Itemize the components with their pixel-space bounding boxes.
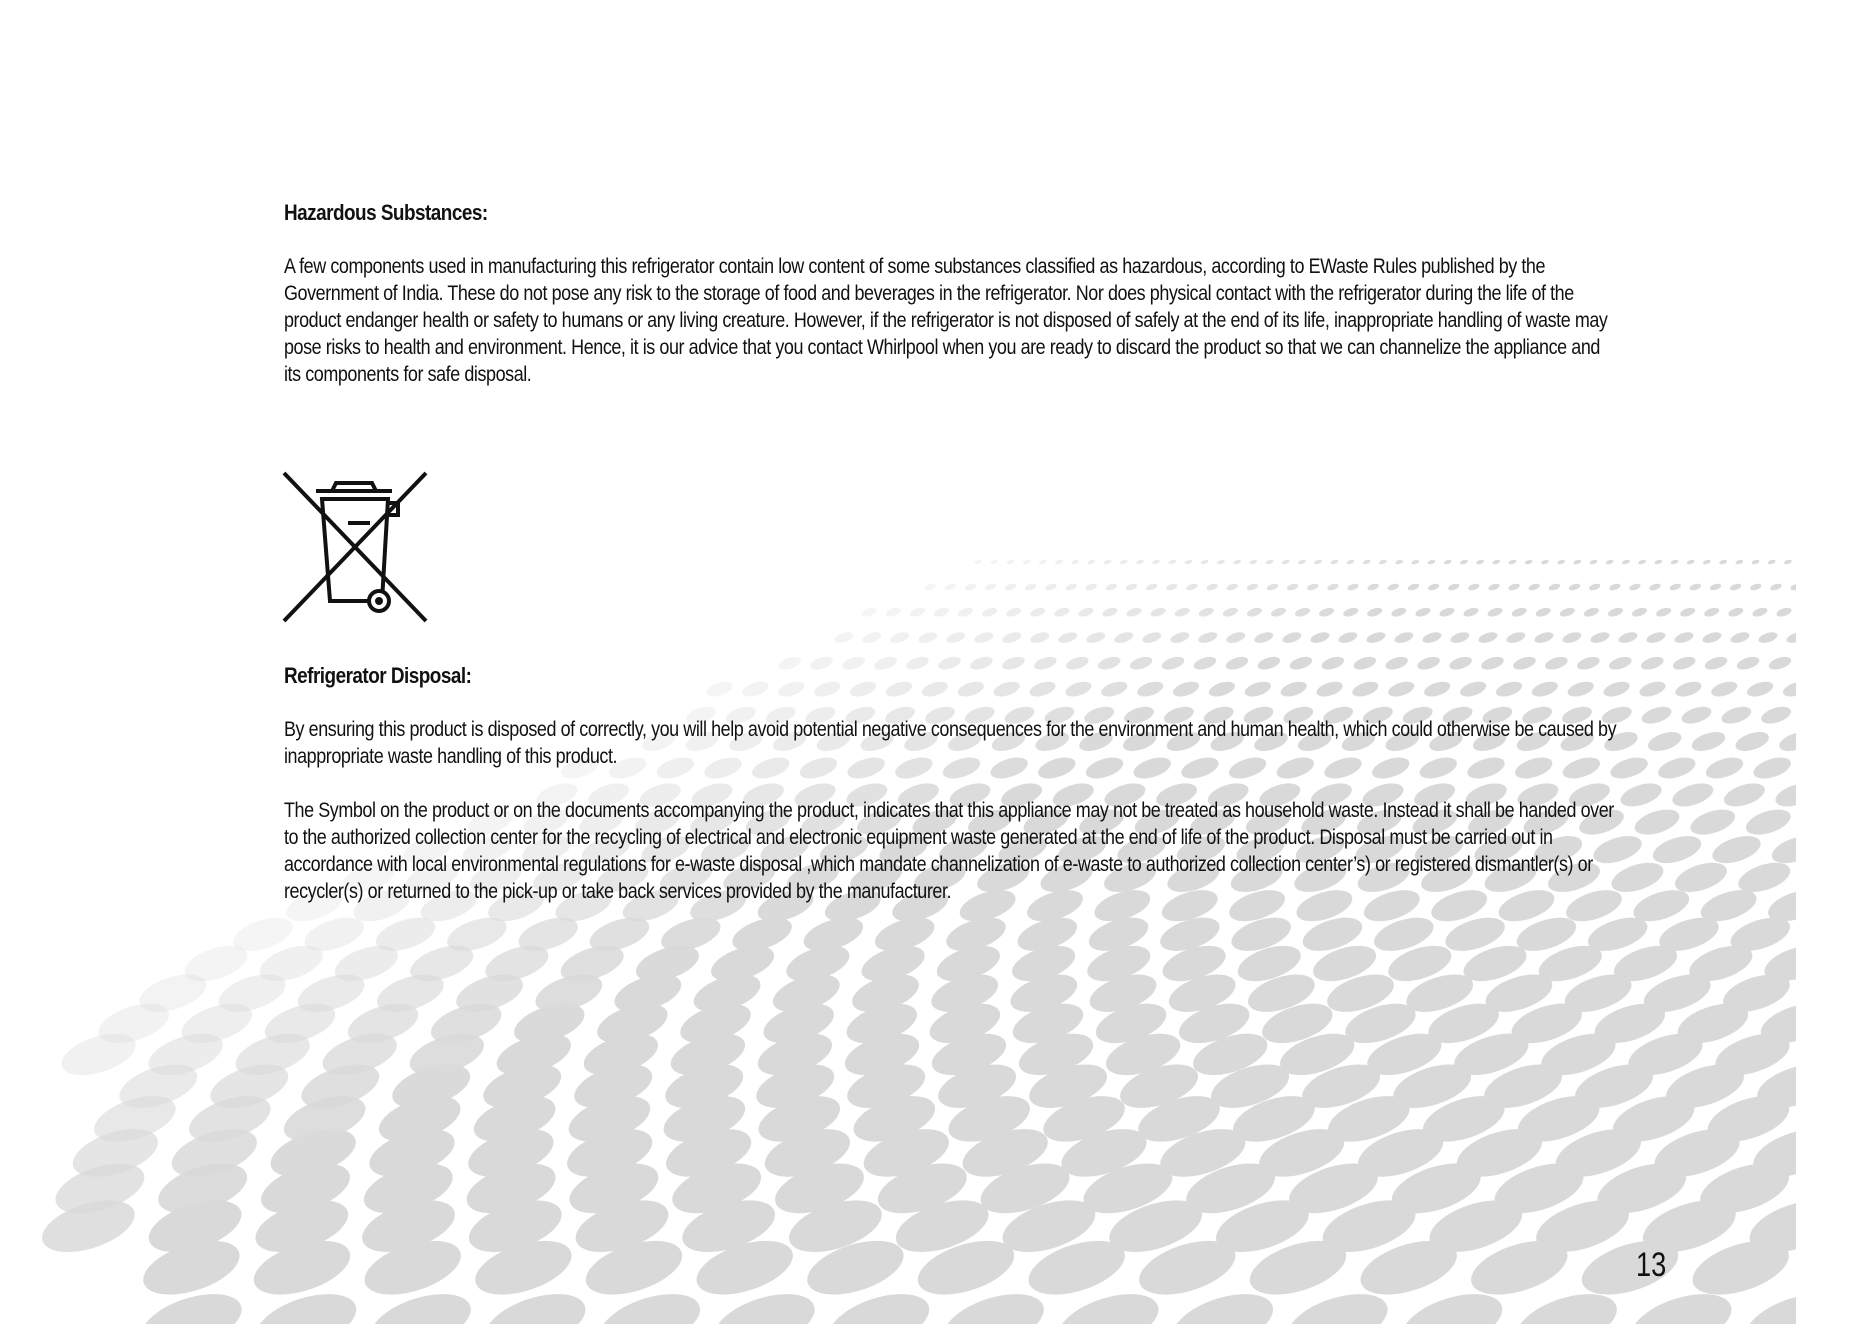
pattern-dot <box>1281 630 1302 645</box>
pattern-dot <box>1246 582 1259 591</box>
pattern-dot <box>933 606 950 618</box>
pattern-dot <box>1743 805 1794 840</box>
pattern-dot <box>1719 703 1753 726</box>
pattern-dot <box>1767 654 1793 672</box>
pattern-dot <box>1004 582 1017 591</box>
pattern-dot <box>1174 606 1191 618</box>
pattern-dot <box>1709 679 1739 700</box>
pattern-dot <box>885 606 902 618</box>
pattern-dot <box>841 654 867 672</box>
pattern-dot <box>937 654 963 672</box>
pattern-dot <box>957 606 974 618</box>
pattern-dot <box>1022 559 1031 565</box>
pattern-dot <box>1315 679 1345 700</box>
pattern-dot <box>1638 679 1668 700</box>
pattern-dot <box>1141 630 1162 645</box>
pattern-dot <box>777 654 803 672</box>
pattern-dot <box>1480 654 1506 672</box>
pattern-dot <box>1583 606 1600 618</box>
pattern-dot <box>1639 654 1665 672</box>
pattern-dot <box>1024 582 1037 591</box>
pattern-dot <box>1588 582 1601 591</box>
pattern-dot <box>1378 559 1387 565</box>
pattern-dot <box>1028 679 1058 700</box>
pattern-dot <box>1605 559 1614 565</box>
pattern-dot <box>1169 630 1190 645</box>
pattern-dot <box>1386 679 1416 700</box>
pattern-dot <box>1200 559 1209 565</box>
pattern-dot <box>1145 582 1158 591</box>
pattern-dot <box>944 582 957 591</box>
pattern-dot <box>1447 582 1460 591</box>
pattern-dot <box>1703 606 1720 618</box>
pattern-dot <box>1492 559 1501 565</box>
pattern-dot <box>1286 582 1299 591</box>
pattern-dot <box>1654 559 1663 565</box>
pattern-dot <box>776 679 806 700</box>
pattern-dot <box>1006 559 1015 565</box>
pattern-dot <box>861 630 882 645</box>
pattern-dot <box>1566 679 1596 700</box>
pattern-dot <box>1561 630 1582 645</box>
pattern-dot <box>1266 582 1279 591</box>
pattern-dot <box>1544 654 1570 672</box>
pattern-dot <box>1085 630 1106 645</box>
pattern-dot <box>1673 679 1703 700</box>
pattern-dot <box>861 606 878 618</box>
pattern-dot <box>1617 630 1638 645</box>
pattern-dot <box>1103 559 1112 565</box>
pattern-dot <box>1719 559 1728 565</box>
pattern-dot <box>1449 630 1470 645</box>
pattern-dot <box>920 679 950 700</box>
pattern-dot <box>1057 630 1078 645</box>
pattern-dot <box>1085 582 1098 591</box>
pattern-dot <box>1346 582 1359 591</box>
pattern-dot <box>1508 559 1517 565</box>
pattern-dot <box>945 630 966 645</box>
pattern-dot <box>1032 654 1058 672</box>
pattern-dot <box>1326 582 1339 591</box>
pattern-dot <box>1757 630 1778 645</box>
pattern-dot <box>1225 630 1246 645</box>
refrigerator-disposal-heading: Refrigerator Disposal: <box>284 663 472 688</box>
pattern-dot <box>1384 654 1410 672</box>
pattern-dot <box>1306 582 1319 591</box>
pattern-dot <box>1038 559 1047 565</box>
disposal-paragraph-2: The Symbol on the product or on the documents accompanying the product, indicates that this appliance may not be treated as household waste. Instead it shall be handed over to the authorized collection center for the recycling of electrical and electronic equipment waste generated at the end of life of the product. Disposal must be carried out in accordance with local environmental regulations for e-waste disposal ,which mandate channelization of e-waste to authorized collection center’s) or registered dismantler(s) or recycler(s) or returned to the pick-up or take back services provided by the manufacturer. <box>284 799 1614 903</box>
pattern-dot <box>1656 753 1698 782</box>
pattern-dot <box>1184 559 1193 565</box>
pattern-dot <box>1216 559 1225 565</box>
pattern-dot <box>1297 559 1306 565</box>
pattern-dot <box>1270 606 1287 618</box>
pattern-dot <box>1294 606 1311 618</box>
pattern-dot <box>1395 559 1404 565</box>
pattern-dot <box>1751 559 1760 565</box>
pattern-dot <box>873 654 899 672</box>
pattern-dot <box>1222 606 1239 618</box>
pattern-dot <box>1646 728 1684 754</box>
pattern-dot <box>1314 559 1323 565</box>
pattern-dot <box>1508 582 1521 591</box>
pattern-dot <box>973 630 994 645</box>
pattern-dot <box>1669 582 1682 591</box>
pattern-dot <box>1494 679 1524 700</box>
pattern-dot <box>1448 654 1474 672</box>
pattern-dot <box>1135 559 1144 565</box>
pattern-dot <box>1727 606 1744 618</box>
pattern-dot <box>1224 654 1250 672</box>
pattern-dot <box>809 654 835 672</box>
pattern-dot <box>1249 559 1258 565</box>
pattern-dot <box>1427 559 1436 565</box>
pattern-dot <box>1645 630 1666 645</box>
pattern-dot <box>1632 805 1683 840</box>
pattern-dot <box>1150 606 1167 618</box>
pattern-dot <box>1709 831 1764 869</box>
pattern-dot <box>1628 582 1641 591</box>
pattern-dot <box>1729 630 1750 645</box>
pattern-dot <box>1689 728 1727 754</box>
pattern-dot <box>1185 582 1198 591</box>
pattern-dot <box>1769 582 1782 591</box>
pattern-dot <box>1192 654 1218 672</box>
pattern-dot <box>1702 559 1711 565</box>
pattern-dot <box>1367 582 1380 591</box>
pattern-dot <box>1281 559 1290 565</box>
pattern-dot <box>1505 630 1526 645</box>
pattern-dot <box>1427 582 1440 591</box>
pattern-dot <box>1459 559 1468 565</box>
pattern-dot <box>1064 654 1090 672</box>
pattern-dot <box>1416 654 1442 672</box>
pattern-dot <box>1125 582 1138 591</box>
pattern-dot <box>1589 559 1598 565</box>
pattern-dot <box>1165 582 1178 591</box>
pattern-dot <box>1530 679 1560 700</box>
pattern-dot <box>812 679 842 700</box>
pattern-dot <box>1337 630 1358 645</box>
pattern-dot <box>1686 559 1695 565</box>
pattern-dot <box>1053 606 1070 618</box>
pattern-dot <box>1411 559 1420 565</box>
pattern-dot <box>1029 630 1050 645</box>
pattern-dot <box>1689 582 1702 591</box>
pattern-dot <box>1422 679 1452 700</box>
pattern-dot <box>884 679 914 700</box>
pattern-dot <box>1087 559 1096 565</box>
pattern-dot <box>1655 606 1672 618</box>
pattern-dot <box>1366 606 1383 618</box>
pattern-dot <box>984 582 997 591</box>
pattern-dot <box>1125 606 1142 618</box>
pattern-dot <box>1063 679 1093 700</box>
pattern-dot <box>1640 703 1674 726</box>
pattern-dot <box>1673 630 1694 645</box>
pattern-dot <box>1670 559 1679 565</box>
pattern-dot <box>1528 582 1541 591</box>
pattern-dot <box>705 679 735 700</box>
pattern-dot <box>1535 606 1552 618</box>
hazardous-substances-text: A few components used in manufacturing this refrigerator contain low content of some substances classified as hazardous, according to EWaste Rules published by the Government of India. These do not pose any risk to the storage of food and beverages in the refrigerator. Nor does physical contact with the refrigerator during the life of the product endanger health or safety to humans or any living creature. However, if the refrigerator is not disposed of safely at the end of its life, inappropriate handling of waste may pose risks to health and environment. Hence, it is our advice that you contact Whirlpool when you are ready to discard the product so that we can channelize the appliance and its components for safe disposal. <box>284 255 1608 386</box>
pattern-dot <box>1735 559 1744 565</box>
pattern-dot <box>1001 630 1022 645</box>
pattern-dot <box>1105 582 1118 591</box>
pattern-dot <box>1243 679 1273 700</box>
pattern-dot <box>1113 630 1134 645</box>
pattern-dot <box>1602 679 1632 700</box>
pattern-dot <box>1128 654 1154 672</box>
pattern-dot <box>1703 654 1729 672</box>
pattern-dot <box>1729 582 1742 591</box>
pattern-dot <box>1607 654 1633 672</box>
pattern-dot <box>981 606 998 618</box>
pattern-dot <box>1414 606 1431 618</box>
pattern-dot <box>1233 559 1242 565</box>
right-margin <box>1796 0 1872 1324</box>
pattern-dot <box>1540 559 1549 565</box>
pattern-dot <box>1393 630 1414 645</box>
pattern-dot <box>956 679 986 700</box>
pattern-dot <box>1618 779 1665 811</box>
pattern-dot <box>1721 779 1768 811</box>
pattern-dot <box>1511 606 1528 618</box>
pattern-dot <box>1631 606 1648 618</box>
pattern-dot <box>1152 559 1161 565</box>
pattern-dot <box>1458 679 1488 700</box>
pattern-dot <box>1246 606 1263 618</box>
pattern-dot <box>1198 606 1215 618</box>
pattern-dot <box>1044 582 1057 591</box>
pattern-dot <box>1029 606 1046 618</box>
pattern-dot <box>1160 654 1186 672</box>
pattern-dot <box>1390 606 1407 618</box>
pattern-dot <box>1119 559 1128 565</box>
pattern-dot <box>992 679 1022 700</box>
pattern-dot <box>1320 654 1346 672</box>
pattern-dot <box>1256 654 1282 672</box>
pattern-dot <box>990 559 999 565</box>
pattern-dot <box>924 582 937 591</box>
pattern-dot <box>1608 582 1621 591</box>
pattern-dot <box>1524 559 1533 565</box>
pattern-dot <box>1749 582 1762 591</box>
pattern-dot <box>1362 559 1371 565</box>
pattern-dot <box>1467 582 1480 591</box>
pattern-dot <box>1288 654 1314 672</box>
pattern-dot <box>1487 606 1504 618</box>
pattern-dot <box>1101 606 1118 618</box>
pattern-dot <box>969 654 995 672</box>
pattern-dot <box>848 679 878 700</box>
pattern-dot <box>1443 559 1452 565</box>
pattern-dot <box>1421 630 1442 645</box>
pattern-dot <box>1309 630 1330 645</box>
pattern-dot <box>909 606 926 618</box>
pattern-dot <box>1352 654 1378 672</box>
pattern-dot <box>1548 582 1561 591</box>
pattern-dot <box>833 630 854 645</box>
pattern-dot <box>1096 654 1122 672</box>
pattern-dot <box>1576 654 1602 672</box>
pattern-dot <box>1775 606 1792 618</box>
pattern-dot <box>1589 630 1610 645</box>
pattern-dot <box>1387 582 1400 591</box>
pattern-dot <box>1733 728 1771 754</box>
pattern-dot <box>1671 654 1697 672</box>
pattern-dot <box>1350 679 1380 700</box>
pattern-dot <box>1751 753 1793 782</box>
pattern-dot <box>889 630 910 645</box>
pattern-dot <box>1365 630 1386 645</box>
pattern-dot <box>973 559 982 565</box>
page-number: 13 <box>1636 1246 1667 1284</box>
pattern-dot <box>1512 654 1538 672</box>
pattern-dot <box>1650 831 1705 869</box>
pattern-dot <box>1001 654 1027 672</box>
pattern-dot <box>1607 606 1624 618</box>
pattern-dot <box>1099 679 1129 700</box>
pattern-dot <box>1703 753 1745 782</box>
pattern-dot <box>1745 679 1775 700</box>
pattern-dot <box>1783 559 1792 565</box>
pattern-dot <box>741 679 771 700</box>
pattern-dot <box>1279 679 1309 700</box>
pattern-dot <box>1265 559 1274 565</box>
crossed-out-wheelie-bin-icon <box>280 469 430 623</box>
pattern-dot <box>1438 606 1455 618</box>
pattern-dot <box>1171 679 1201 700</box>
pattern-dot <box>1207 679 1237 700</box>
pattern-dot <box>1751 606 1768 618</box>
pattern-dot <box>1330 559 1339 565</box>
pattern-dot <box>1687 805 1738 840</box>
pattern-dot <box>1679 606 1696 618</box>
disposal-paragraph-1: By ensuring this product is disposed of correctly, you will help avoid potential negative consequences for the environment and human health, which could otherwise be caused by inappropriate waste handling of this product. <box>284 718 1617 768</box>
pattern-dot <box>1648 582 1661 591</box>
pattern-dot <box>1226 582 1239 591</box>
pattern-dot <box>964 582 977 591</box>
pattern-dot <box>1253 630 1274 645</box>
pattern-dot <box>1077 606 1094 618</box>
pattern-dot <box>1638 559 1647 565</box>
pattern-dot <box>1476 559 1485 565</box>
pattern-dot <box>1407 582 1420 591</box>
pattern-dot <box>1701 630 1722 645</box>
pattern-dot <box>1767 559 1776 565</box>
pattern-dot <box>1669 779 1716 811</box>
pattern-dot <box>905 654 931 672</box>
pattern-dot <box>1054 559 1063 565</box>
pattern-dot <box>1621 559 1630 565</box>
pattern-dot <box>917 630 938 645</box>
pattern-dot <box>1557 559 1566 565</box>
pattern-dot <box>1462 606 1479 618</box>
pattern-dot <box>1759 703 1793 726</box>
pattern-dot <box>1318 606 1335 618</box>
pattern-dot <box>1346 559 1355 565</box>
pattern-dot <box>1135 679 1165 700</box>
pattern-dot <box>1735 654 1761 672</box>
pattern-dot <box>1680 703 1714 726</box>
pattern-dot <box>1709 582 1722 591</box>
pattern-dot <box>1342 606 1359 618</box>
pattern-dot <box>1533 630 1554 645</box>
pattern-dot <box>1573 559 1582 565</box>
pattern-dot <box>1071 559 1080 565</box>
pattern-dot <box>1487 582 1500 591</box>
pattern-dot <box>1568 582 1581 591</box>
pattern-dot <box>1477 630 1498 645</box>
pattern-dot <box>1065 582 1078 591</box>
hazardous-substances-heading: Hazardous Substances: <box>284 200 488 225</box>
pattern-dot <box>1197 630 1218 645</box>
pattern-dot <box>1005 606 1022 618</box>
pattern-dot <box>1168 559 1177 565</box>
pattern-dot <box>1206 582 1219 591</box>
pattern-dot <box>1559 606 1576 618</box>
